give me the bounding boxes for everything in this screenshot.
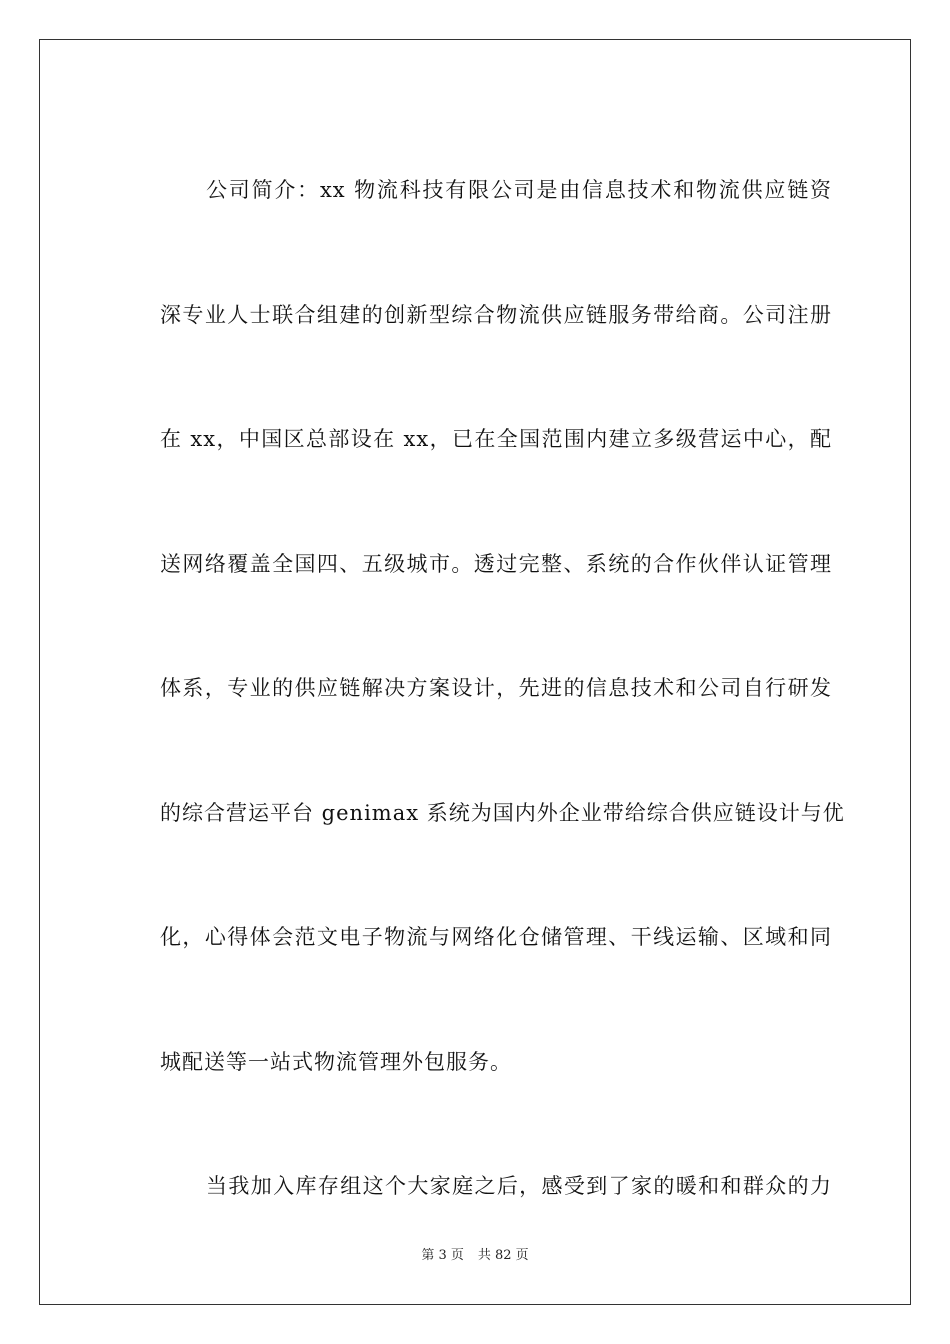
- text-line: 体系，专业的供应链解决方案设计，先进的信息技术和公司自行研发: [160, 676, 832, 700]
- page-footer: [0, 1244, 950, 1263]
- document-body: [118, 128, 845, 1249]
- text-line: 公司简介：xx 物流科技有限公司是由信息技术和物流供应链资: [206, 178, 832, 202]
- text-line: 的综合营运平台 genimax 系统为国内外企业带给综合供应链设计与优: [160, 800, 845, 825]
- text-line: 当我加入库存组这个大家庭之后，感受到了家的暖和和群众的力: [206, 1174, 832, 1198]
- text-line: 城配送等一站式物流管理外包服务。: [160, 1049, 512, 1074]
- text-line: 在 xx，中国区总部设在 xx，已在全国范围内建立多级营运中心，配: [160, 427, 832, 451]
- total-pages: 共 82 页: [477, 1248, 529, 1263]
- text-line: 化，心得体会范文电子物流与网络化仓储管理、干线运输、区域和同: [160, 925, 832, 949]
- paragraph-inventory-group: [118, 1124, 832, 1249]
- text-line: 深专业人士联合组建的创新型综合物流供应链服务带给商。公司注册: [160, 302, 832, 327]
- text-line: 送网络覆盖全国四、五级城市。透过完整、系统的合作伙伴认证管理: [160, 551, 832, 576]
- paragraph-company-intro: [118, 128, 845, 1124]
- page-number: 第 3 页: [421, 1248, 464, 1263]
